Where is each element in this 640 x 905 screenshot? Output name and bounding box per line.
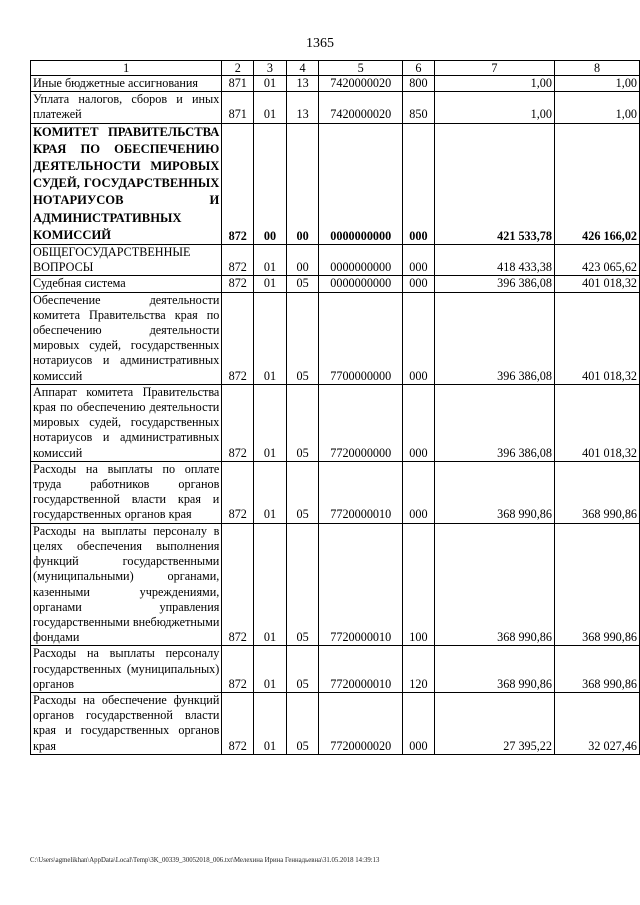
row-expense-type: 000	[403, 276, 435, 292]
row-amount-2020: 32 027,46	[554, 692, 639, 754]
row-amount-2019: 396 386,08	[434, 384, 554, 461]
row-name: Расходы на выплаты персоналу в целях обеспечения выполнения функций государственными (муниципальными) органами, казенными учреждениями, органами управления государственными внебюджетными фондами	[31, 523, 222, 646]
row-amount-2020: 401 018,32	[554, 292, 639, 384]
row-target-article: 7720000010	[319, 523, 403, 646]
row-amount-2020: 423 065,62	[554, 245, 639, 276]
table-row	[31, 384, 640, 461]
row-amount-2019: 418 433,38	[434, 245, 554, 276]
table-row	[31, 461, 640, 523]
row-target-article: 7420000020	[319, 76, 403, 92]
row-subsection-code: 05	[286, 292, 319, 384]
table-row	[31, 646, 640, 693]
column-header: 1	[31, 61, 222, 76]
row-amount-2020: 1,00	[554, 76, 639, 92]
row-name: Обеспечение деятельности комитета Правительства края по обеспечению деятельности мировых судей, государственных нотариусов и административных комиссий	[31, 292, 222, 384]
column-header: 5	[319, 61, 403, 76]
row-expense-type: 000	[403, 692, 435, 754]
row-name: Расходы на обеспечение функций органов государственной власти края и государственных органов края	[31, 692, 222, 754]
row-section-code: 01	[254, 461, 287, 523]
row-subsection-code: 13	[286, 76, 319, 92]
table-row	[31, 276, 640, 292]
table-row	[31, 692, 640, 754]
row-target-article: 7420000020	[319, 92, 403, 123]
row-subsection-code: 05	[286, 384, 319, 461]
column-header-row	[31, 61, 640, 76]
table-row	[31, 292, 640, 384]
row-admin-code: 872	[222, 523, 254, 646]
row-amount-2019: 1,00	[434, 92, 554, 123]
row-section-code: 01	[254, 245, 287, 276]
row-amount-2019: 1,00	[434, 76, 554, 92]
row-subsection-code: 05	[286, 692, 319, 754]
row-admin-code: 871	[222, 92, 254, 123]
row-section-code: 01	[254, 646, 287, 693]
row-target-article: 0000000000	[319, 276, 403, 292]
column-header: 7	[434, 61, 554, 76]
row-target-article: 0000000000	[319, 245, 403, 276]
row-admin-code: 872	[222, 646, 254, 693]
row-subsection-code: 05	[286, 276, 319, 292]
row-amount-2020: 401 018,32	[554, 276, 639, 292]
row-name: Уплата налогов, сборов и иных платежей	[31, 92, 222, 123]
row-section-code: 01	[254, 292, 287, 384]
page-number: 1365	[306, 36, 334, 51]
row-subsection-code: 05	[286, 523, 319, 646]
row-target-article: 7720000010	[319, 461, 403, 523]
row-expense-type: 800	[403, 76, 435, 92]
row-amount-2020: 401 018,32	[554, 384, 639, 461]
row-section-code: 01	[254, 76, 287, 92]
column-header: 3	[254, 61, 287, 76]
row-target-article: 7720000010	[319, 646, 403, 693]
row-amount-2020: 368 990,86	[554, 523, 639, 646]
row-amount-2020: 368 990,86	[554, 461, 639, 523]
row-expense-type: 000	[403, 461, 435, 523]
row-admin-code: 872	[222, 292, 254, 384]
row-expense-type: 120	[403, 646, 435, 693]
row-name: Расходы на выплаты персоналу государственных (муниципальных) органов	[31, 646, 222, 693]
table-row	[31, 123, 640, 244]
row-admin-code: 872	[222, 384, 254, 461]
row-name: Расходы на выплаты по оплате труда работников органов государственной власти края и государственных органов края	[31, 461, 222, 523]
row-name: КОМИТЕТ ПРАВИТЕЛЬСТВА КРАЯ ПО ОБЕСПЕЧЕНИЮ ДЕЯТЕЛЬНОСТИ МИРОВЫХ СУДЕЙ, ГОСУДАРСТВЕННЫХ НОТАРИУСОВ И АДМИНИСТРАТИВНЫХ КОМИССИЙ	[31, 123, 222, 244]
row-admin-code: 872	[222, 692, 254, 754]
row-subsection-code: 13	[286, 92, 319, 123]
table-row	[31, 245, 640, 276]
row-section-code: 01	[254, 384, 287, 461]
file-path-footer: C:\Users\agmelikhan\AppData\Local\Temp\3K_00339_30052018_006.txt\Мелехина Ирина Геннадьевна\31.05.2018 14:39:13	[30, 857, 380, 864]
row-amount-2019: 368 990,86	[434, 646, 554, 693]
row-amount-2019: 396 386,08	[434, 292, 554, 384]
row-admin-code: 872	[222, 123, 254, 244]
row-amount-2019: 396 386,08	[434, 276, 554, 292]
row-admin-code: 872	[222, 245, 254, 276]
row-admin-code: 872	[222, 461, 254, 523]
row-subsection-code: 05	[286, 461, 319, 523]
row-name: Иные бюджетные ассигнования	[31, 76, 222, 92]
row-amount-2019: 368 990,86	[434, 523, 554, 646]
column-header: 2	[222, 61, 254, 76]
row-admin-code: 871	[222, 76, 254, 92]
row-expense-type: 000	[403, 384, 435, 461]
table-row	[31, 92, 640, 123]
row-amount-2019: 368 990,86	[434, 461, 554, 523]
row-expense-type: 000	[403, 292, 435, 384]
row-target-article: 0000000000	[319, 123, 403, 244]
row-section-code: 00	[254, 123, 287, 244]
column-header: 4	[286, 61, 319, 76]
row-amount-2019: 27 395,22	[434, 692, 554, 754]
row-expense-type: 850	[403, 92, 435, 123]
row-target-article: 7720000020	[319, 692, 403, 754]
row-subsection-code: 00	[286, 123, 319, 244]
table-row	[31, 76, 640, 92]
table-row	[31, 523, 640, 646]
column-header: 8	[554, 61, 639, 76]
row-amount-2019: 421 533,78	[434, 123, 554, 244]
column-header: 6	[403, 61, 435, 76]
row-section-code: 01	[254, 92, 287, 123]
row-amount-2020: 426 166,02	[554, 123, 639, 244]
row-section-code: 01	[254, 692, 287, 754]
row-target-article: 7720000000	[319, 384, 403, 461]
row-amount-2020: 368 990,86	[554, 646, 639, 693]
row-expense-type: 000	[403, 245, 435, 276]
row-subsection-code: 00	[286, 245, 319, 276]
row-expense-type: 000	[403, 123, 435, 244]
row-name: Судебная система	[31, 276, 222, 292]
row-subsection-code: 05	[286, 646, 319, 693]
row-amount-2020: 1,00	[554, 92, 639, 123]
row-target-article: 7700000000	[319, 292, 403, 384]
budget-table	[30, 60, 640, 755]
row-admin-code: 872	[222, 276, 254, 292]
row-section-code: 01	[254, 523, 287, 646]
row-section-code: 01	[254, 276, 287, 292]
row-name: Аппарат комитета Правительства края по обеспечению деятельности мировых судей, государственных нотариусов и административных комиссий	[31, 384, 222, 461]
row-name: ОБЩЕГОСУДАРСТВЕННЫЕ ВОПРОСЫ	[31, 245, 222, 276]
row-expense-type: 100	[403, 523, 435, 646]
